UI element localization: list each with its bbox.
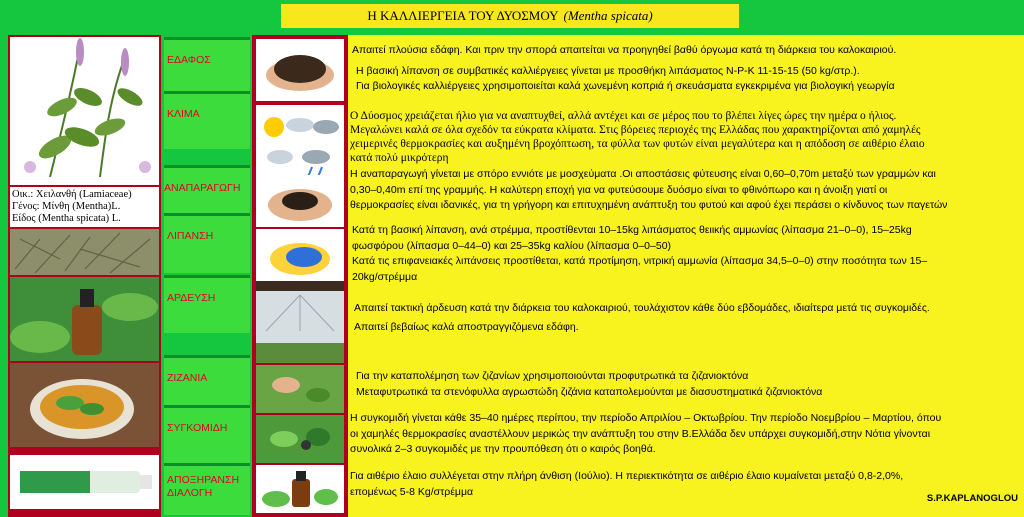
mint-oil-bottle-photo [10, 277, 159, 361]
harvest-line: Η συγκομιδή γίνεται κάθε 35–40 ημέρες περίπου, την περίοδο Απριλίου – Οκτωβρίου. Την περίοδο Νοεμβρίου – Μαρτίου, όπου [350, 412, 942, 424]
section-irrigation [354, 301, 1024, 335]
soil-line: Η βασική λίπανση σε συμβατικές καλλιέργειες γίνεται με προσθήκη λιπάσματος Ν-Ρ-Κ 11-15-15 (50 kg/στρ.). [356, 64, 860, 77]
category-drying: ΑΠΟΞΗΡΑΝΣΗ ΔΙΑΛΟΓΗ [164, 463, 250, 515]
irrigation-line: Απαιτεί βεβαίως καλά αποστραγγιζόμενα εδάφη. [354, 320, 579, 333]
category-weeds: ΖΙΖΑΝΙΑ [164, 355, 250, 413]
taxonomy-family: Οικ.: Χειλανθή (Lamiaceae) [12, 189, 132, 200]
section-fertilization [352, 223, 1022, 285]
propagation-line: θερμοκρασίες είναι ιδανικές, για τη γρήγορη και επιτυχημένη ανάπτυξη του φυτού και αφού έχει περάσει ο κίνδυνος των παγετών [350, 199, 948, 211]
weeding-photo [256, 365, 344, 413]
fertilization-line: φωσφόρου (λίπασμα 0–44–0) και 25–35kg καλίου (λίπασμα 0–0–50) [352, 239, 672, 252]
taxonomy-species: Είδος (Mentha spicata) L. [12, 213, 121, 224]
category-soil: ΕΔΑΦΟΣ [164, 37, 250, 93]
dried-mint-photo [10, 229, 159, 275]
text-column [348, 35, 1024, 517]
title-greek: Η ΚΑΛΛΙΕΡΓΕΙΑ ΤΟΥ ΔΥΟΣΜΟΥ [367, 8, 559, 23]
mint-plant-illustration [10, 37, 159, 185]
climate-line: κατά πολύ μικρότερη [350, 152, 449, 164]
category-propagation: ΑΝΑΠΑΡΑΓΩΓΗ [164, 165, 250, 227]
climate-line: Ο Δύοσμος χρειάζεται ήλιο για να αναπτυχθεί, αλλά αντέχει και σε μέρος που το βλέπει λίγες ώρες την ημέρα ο ήλιος. [350, 110, 897, 122]
mint-cream-tube-photo [10, 455, 159, 509]
soil-line: Απαιτεί πλούσια εδάφη. Και πριν την σπορά απαιτείται να προηγηθεί βαθύ όργωμα κατά τη διάρκεια του καλοκαιριού. [352, 44, 897, 56]
fertilization-line: 20kg/στρέμμα [352, 270, 418, 283]
drying-line: επομένως 5-8 Kg/στρέμμα [350, 485, 474, 498]
left-photo-column [8, 35, 161, 517]
author-credit: S.P.KAPLANOGLOU [926, 493, 1018, 504]
fertilization-line: Κατά τις επιφανειακές λιπάνσεις προστίθεται, κατά προτίμηση, νιτρική αμμωνία (λίπασμα 34,5–0–0) στην ποσότητα των 15– [352, 255, 928, 267]
title-latin: (Mentha spicata) [563, 8, 653, 23]
section-weeds [356, 369, 1024, 400]
section-harvest [350, 411, 1020, 458]
taxonomy-box [10, 187, 159, 227]
weather-icons [256, 105, 344, 181]
category-irrigation: ΑΡΔΕΥΣΗ [164, 275, 250, 333]
harvest-line: οι χαμηλές θερμοκρασίες αναστέλλουν μερικώς την ανάπτυξη του στην Β.Ελλάδα δεν υπάρχει συγκομιδή,στην Νότια γίνονται [350, 427, 931, 440]
weeds-line: Για την καταπολέμηση των ζιζανίων χρησιμοποιούνται προφυτρωτικά τα ζιζανιοκτόνα [356, 370, 749, 382]
taxonomy-genus: Γένος: Μίνθη (Mentha)L. [12, 201, 121, 212]
page-title [281, 4, 739, 28]
category-fertilization: ΛΙΠΑΝΣΗ [164, 213, 250, 273]
section-climate [350, 109, 1020, 165]
section-propagation [350, 167, 1020, 214]
weeds-line: Μεταφυτρωτικά τα στενόφυλλα αγρωστώδη ζιζάνια καταπολεμούνται με διασυστηματικά ζιζανιοκτόνα [356, 385, 823, 398]
harvest-photo [256, 415, 344, 463]
harvest-line: συνολικά 2–3 συγκομιδές με την προυπόθεση ότι ο καιρός βοηθά. [350, 443, 656, 455]
fertilizer-granules-photo [256, 229, 344, 281]
climate-line: χειμερινές θερμοκρασίες και αυξημένη βροχόπτωση, τα φύλλα των φυτών είναι μεγαλύτερα και η απόδοση σε αιθέριο έλαιο [350, 138, 925, 150]
drying-line: Για αιθέριο έλαιο συλλέγεται στην πλήρη άνθιση (Ιούλιο). Η περιεκτικότητα σε αιθέριο έλαιο κυμαίνεται μεταξύ 0,8-2,0%, [350, 470, 904, 482]
irrigation-photo [256, 291, 344, 363]
section-drying [350, 469, 1020, 500]
essential-oil-photo [256, 465, 344, 513]
category-column [164, 35, 250, 517]
soil-in-hands-photo [256, 39, 344, 101]
propagation-line: 0,30–0,40m επί της γραμμής. Η καλύτερη εποχή για να φυτεύσουμε δυόσμο είναι το φθινόπωρο και η άνοιξη γιατί οι [350, 183, 888, 196]
mint-tea-photo [10, 363, 159, 447]
propagation-line: Η αναπαραγωγή γίνεται με σπόρο εννιότε με μοσχεύματα .Οι αποστάσεις φύτευσης είναι 0,60–0,70m μεταξύ των γραμμών και [350, 168, 936, 180]
climate-line: Μεγαλώνει καλά σε όλα σχεδόν τα εύκρατα κλίματα. Στις βόρειες περιοχές της Ελλάδας που χαρακτηρίζονται από χαμηλές [350, 124, 921, 136]
irrigation-line: Απαιτεί τακτική άρδευση κατά την διάρκεια του καλοκαιριού, τουλάχιστον κάθε δύο εβδομάδες, ιδιαίτερα μετά τις συγκομιδές. [354, 302, 930, 314]
soil-line: Για βιολογικές καλλιέργειες χρησιμοποιείται καλά χωνεμένη κοπριά ή σκευάσματα εγκεκριμένα για βιολογική γεωργία [356, 80, 895, 92]
section-soil [352, 43, 1022, 95]
fertilization-line: Κατά τη βασική λίπανση, ανά στρέμμα, προστίθενται 10–15kg λιπάσματος θειικής αμμωνίας (λίπασμα 21–0–0), 15–25kg [352, 224, 912, 236]
category-harvest: ΣΥΓΚΟΜΙΔΗ [164, 405, 250, 465]
category-climate: ΚΛΙΜΑ [164, 91, 250, 149]
thumbnail-column [252, 35, 348, 517]
seeds-in-hand-photo [256, 175, 344, 227]
